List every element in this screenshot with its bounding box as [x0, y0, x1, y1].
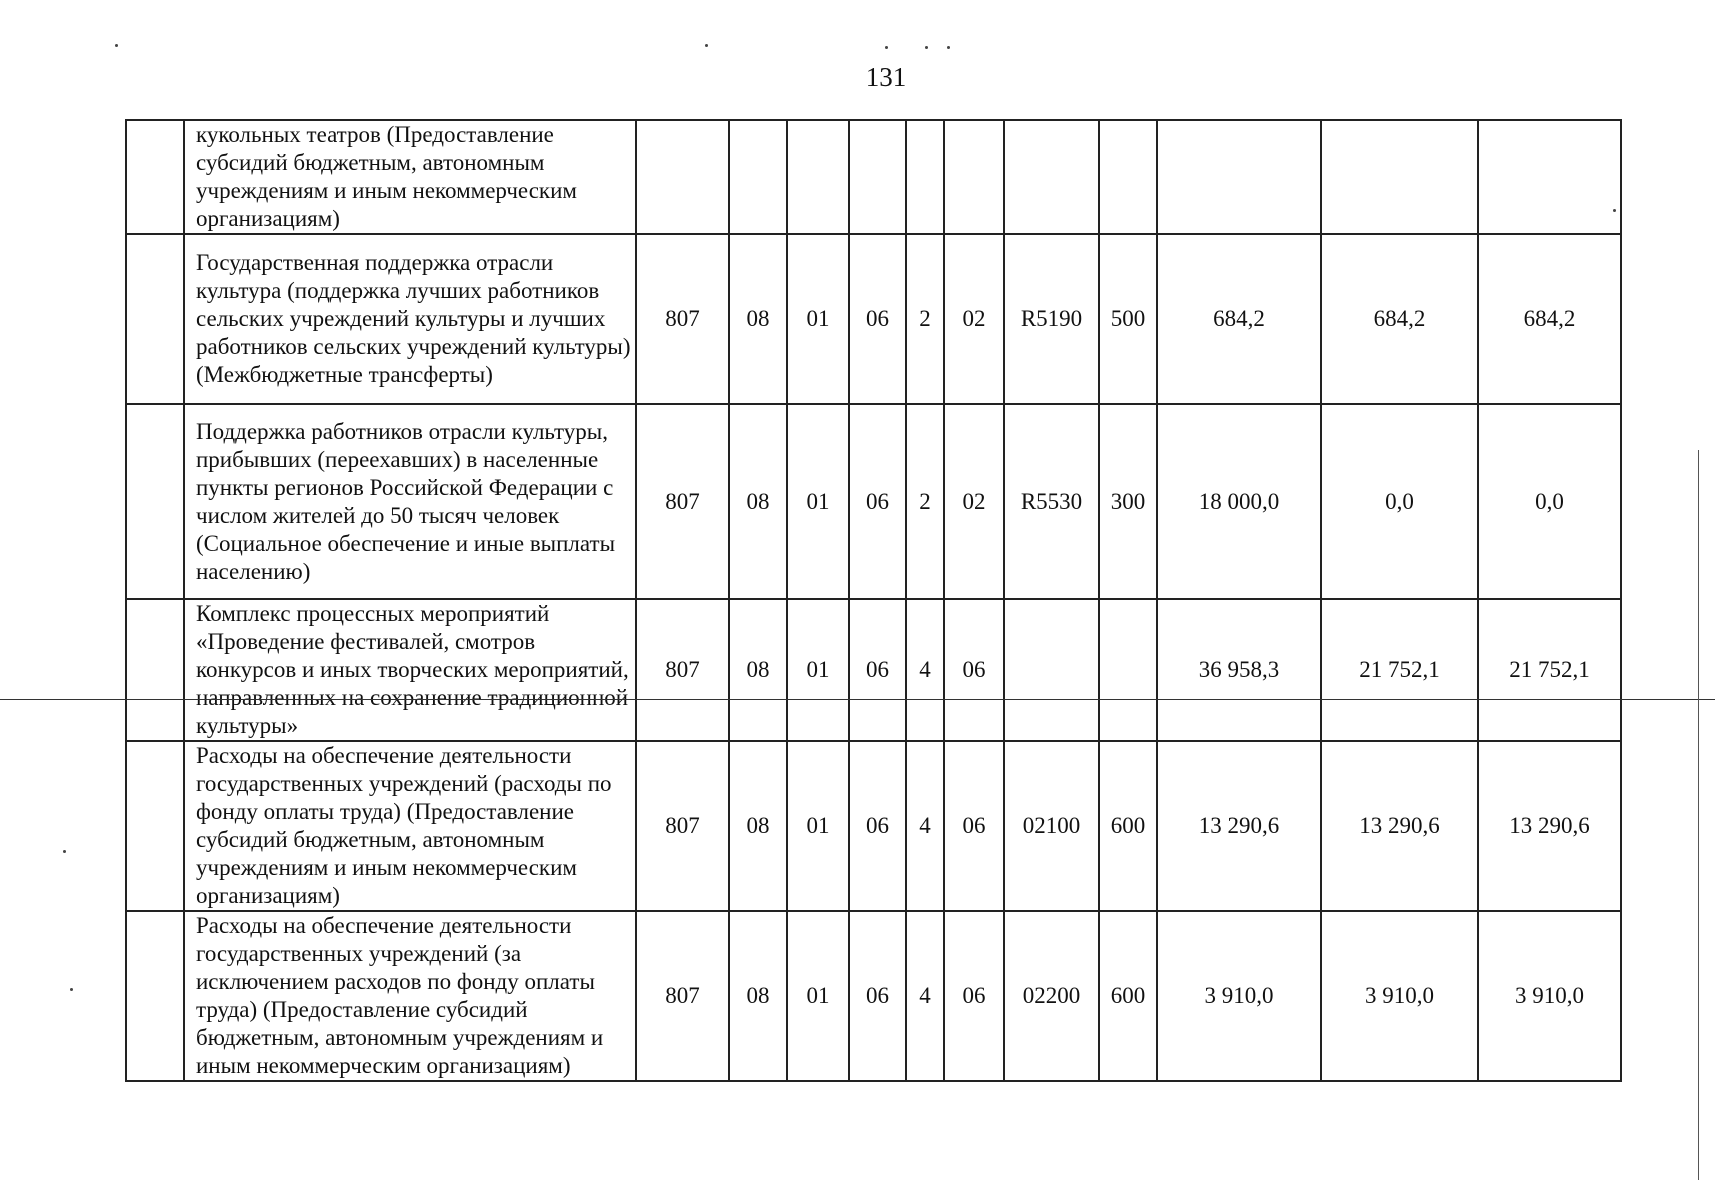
value-cell	[1478, 120, 1621, 234]
value-cell: 3 910,0	[1478, 911, 1621, 1081]
row-number-cell	[126, 404, 184, 599]
value-cell: 0,0	[1321, 404, 1478, 599]
value-cell: 21 752,1	[1321, 599, 1478, 741]
row-number-cell	[126, 741, 184, 911]
table-row	[126, 404, 1621, 599]
value-cell: 06	[849, 404, 906, 599]
value-cell: 807	[636, 599, 729, 741]
scan-artifact-line	[0, 699, 1715, 700]
value-cell: 06	[849, 599, 906, 741]
value-cell: 807	[636, 911, 729, 1081]
value-cell	[1321, 120, 1478, 234]
value-cell: 08	[729, 741, 787, 911]
value-cell: 01	[787, 404, 849, 599]
value-cell: 807	[636, 234, 729, 404]
value-cell: 2	[906, 404, 944, 599]
value-cell	[787, 120, 849, 234]
value-cell: 21 752,1	[1478, 599, 1621, 741]
row-name-cell: кукольных театров (Предоставление субсидий бюджетным, автономным учреждениям и иным некоммерческим организациям)	[184, 120, 636, 234]
value-cell: 600	[1099, 741, 1157, 911]
value-cell	[849, 120, 906, 234]
row-number-cell	[126, 599, 184, 741]
scan-speck	[63, 850, 66, 853]
row-number-cell	[126, 234, 184, 404]
budget-table	[125, 119, 1622, 1082]
value-cell: 36 958,3	[1157, 599, 1321, 741]
row-name-cell: Комплекс процессных мероприятий «Проведение фестивалей, смотров конкурсов и иных творческих мероприятий, направленных на сохранение традиционной культуры»	[184, 599, 636, 741]
scan-speck	[925, 46, 928, 49]
value-cell	[1099, 120, 1157, 234]
value-cell: 02	[944, 234, 1004, 404]
row-name-cell: Поддержка работников отрасли культуры, прибывших (переехавших) в населенные пункты регионов Российской Федерации с числом жителей до 50 тысяч человек (Социальное обеспечение и иные выплаты населению)	[184, 404, 636, 599]
value-cell: 13 290,6	[1157, 741, 1321, 911]
value-cell: 0,0	[1478, 404, 1621, 599]
value-cell	[636, 120, 729, 234]
scan-speck	[70, 988, 73, 991]
value-cell	[1157, 120, 1321, 234]
row-number-cell	[126, 120, 184, 234]
value-cell: 08	[729, 404, 787, 599]
table-row	[126, 120, 1621, 234]
value-cell: 06	[849, 741, 906, 911]
scan-speck	[705, 44, 708, 47]
value-cell: 13 290,6	[1321, 741, 1478, 911]
row-name-cell: Расходы на обеспечение деятельности государственных учреждений (за исключением расходов по фонду оплаты труда) (Предоставление субсидий бюджетным, автономным учреждениям и иным некоммерческим организациям)	[184, 911, 636, 1081]
value-cell	[729, 120, 787, 234]
value-cell: 3 910,0	[1157, 911, 1321, 1081]
value-cell: 2	[906, 234, 944, 404]
table-row	[126, 911, 1621, 1081]
value-cell: 08	[729, 234, 787, 404]
value-cell: 300	[1099, 404, 1157, 599]
value-cell	[1004, 120, 1099, 234]
scan-speck	[947, 46, 950, 49]
value-cell: 01	[787, 234, 849, 404]
value-cell: 18 000,0	[1157, 404, 1321, 599]
value-cell: 807	[636, 404, 729, 599]
value-cell: 08	[729, 599, 787, 741]
value-cell: 02200	[1004, 911, 1099, 1081]
table-body	[126, 120, 1621, 1081]
value-cell: 08	[729, 911, 787, 1081]
value-cell: 02	[944, 404, 1004, 599]
value-cell: 06	[849, 234, 906, 404]
row-number-cell	[126, 911, 184, 1081]
scan-speck	[1613, 209, 1616, 212]
table-row	[126, 599, 1621, 741]
value-cell: 684,2	[1478, 234, 1621, 404]
value-cell: 01	[787, 741, 849, 911]
value-cell	[1004, 599, 1099, 741]
value-cell: R5190	[1004, 234, 1099, 404]
value-cell: 13 290,6	[1478, 741, 1621, 911]
value-cell: 4	[906, 911, 944, 1081]
value-cell: 06	[944, 741, 1004, 911]
value-cell: 807	[636, 741, 729, 911]
value-cell: 02100	[1004, 741, 1099, 911]
value-cell: 600	[1099, 911, 1157, 1081]
value-cell: 3 910,0	[1321, 911, 1478, 1081]
value-cell: 06	[944, 911, 1004, 1081]
row-name-cell: Расходы на обеспечение деятельности государственных учреждений (расходы по фонду оплаты труда) (Предоставление субсидий бюджетным, автономным учреждениям и иным некоммерческим организациям)	[184, 741, 636, 911]
value-cell: 684,2	[1321, 234, 1478, 404]
value-cell: 4	[906, 599, 944, 741]
value-cell: 01	[787, 911, 849, 1081]
value-cell: 4	[906, 741, 944, 911]
value-cell: 01	[787, 599, 849, 741]
scan-speck	[885, 46, 888, 49]
table-row	[126, 741, 1621, 911]
value-cell: 500	[1099, 234, 1157, 404]
value-cell: 06	[849, 911, 906, 1081]
page-number: 131	[865, 62, 907, 92]
scan-artifact-edge	[1698, 450, 1699, 1180]
value-cell	[906, 120, 944, 234]
row-name-cell: Государственная поддержка отрасли культура (поддержка лучших работников сельских учреждений культуры и лучших работников сельских учреждений культуры) (Межбюджетные трансферты)	[184, 234, 636, 404]
value-cell	[1099, 599, 1157, 741]
value-cell: 06	[944, 599, 1004, 741]
table-row	[126, 234, 1621, 404]
value-cell: 684,2	[1157, 234, 1321, 404]
value-cell: R5530	[1004, 404, 1099, 599]
value-cell	[944, 120, 1004, 234]
scan-speck	[115, 44, 118, 47]
